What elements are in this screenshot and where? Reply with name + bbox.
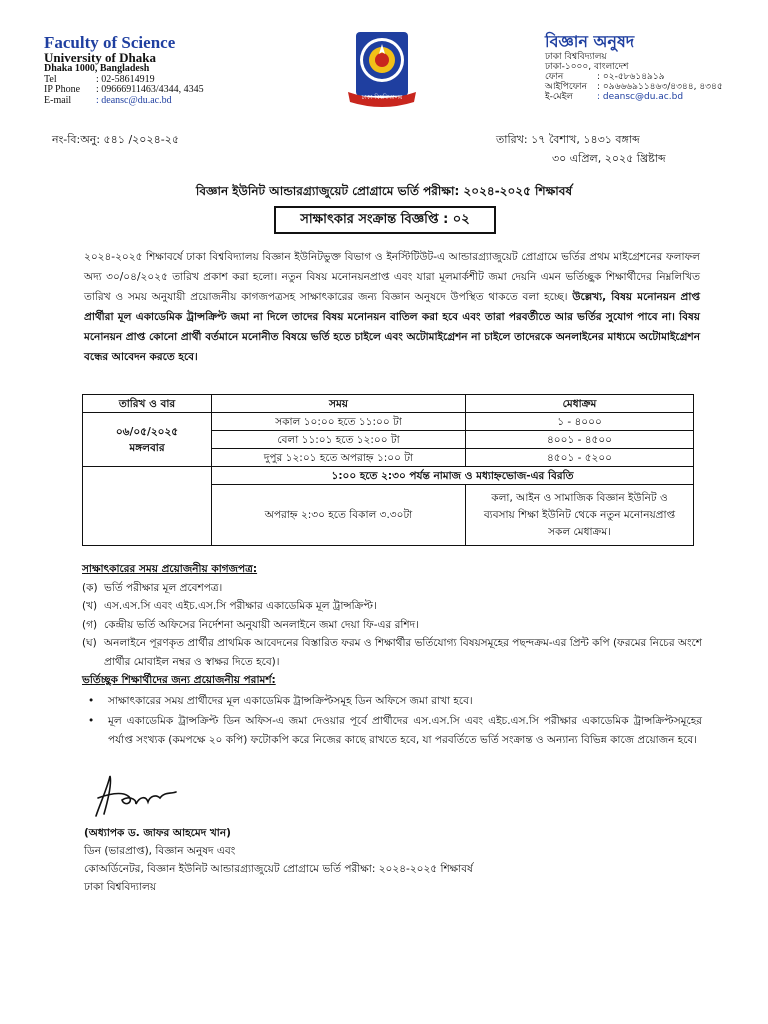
list-item: (ঘ) অনলাইনে পূরণকৃত প্রার্থীর প্রাথমিক আবেদনের বিস্তারিত ফরম ও শিক্ষার্থীর ভর্তিযোগ্য বিষয়সমূহের পছন্দক্রম-এর প্রিন্ট কপি (ফরমের নিচের অংশে প্রার্থীর মোবাইল নম্বর ও স্বাক্ষর দিতে হবে)। <box>82 637 702 668</box>
phone-bn: ফোন : ০২-৫৮৬১৪৯১৯ <box>545 72 665 82</box>
ip-phone-bn: আইপিফোন : ০৯৬৬৬৯১১৪৬৩/৪৩৪৪, ৪৩৪৫ <box>545 82 723 92</box>
break-cell: ১:০০ হতে ২:৩০ পর্যন্ত নামাজ ও মধ্যাহ্নভোজ-এর বিরতি <box>212 467 694 485</box>
university-name-bn: ঢাকা বিশ্ববিদ্যালয় <box>545 52 607 62</box>
notice-title: সাক্ষাৎকার সংক্রান্ত বিজ্ঞপ্তি : ০২ <box>274 206 496 234</box>
tel-en: Tel : 02-58614919 <box>44 73 155 85</box>
time-cell: সকাল ১০:০০ হতে ১১:০০ টা <box>212 413 466 431</box>
documents-heading: সাক্ষাৎকারের সময় প্রয়োজনীয় কাগজপত্র: <box>82 563 258 575</box>
merit-cell: ৪০০১ - ৪৫০০ <box>466 431 694 449</box>
list-item: • মূল একাডেমিক ট্রান্সক্রিপ্ট ডিন অফিস-এ জমা দেওয়ার পূর্বে প্রার্থীদের এস.এস.সি এবং এইচ.এস.সি পরীক্ষার একাডেমিক ট্রান্সক্রিপ্টসমূহের পর্যাপ্ত সংখ্যক (কমপক্ষে ২০ কপি) ফটোকপি করে নিজের কাছে রাখতে হবে, যা পরবর্তিতে ভর্তি সংক্রান্ত ও অন্যান্য বিভিন্ন কাজে প্রয়োজন হবে। <box>82 712 702 749</box>
table-row-break <box>83 467 694 485</box>
required-documents-section <box>82 560 702 749</box>
time-cell: অপরাহ্ন ২:৩০ হতে বিকাল ৩.৩০টা <box>212 485 466 546</box>
notice-paragraph <box>84 247 700 367</box>
interview-schedule-table <box>82 394 694 546</box>
table-header-row <box>83 395 694 413</box>
signer-designation-2: কোঅর্ডিনেটর, বিজ্ঞান ইউনিট আন্ডারগ্র্যাজুয়েট প্রোগ্রামে ভর্তি পরীক্ষা: ২০২৪-২০২৫ শিক্ষাবর্ষ <box>84 863 473 875</box>
bullet-icon: • <box>88 694 95 707</box>
header-merit: মেধাক্রম <box>466 395 694 413</box>
header-left-english <box>44 34 294 106</box>
signer-name: (অধ্যাপক ড. জাফর আহমেদ খান) <box>84 827 231 839</box>
header-time: সময় <box>212 395 466 413</box>
list-item: • সাক্ষাৎকারের সময় প্রার্থীদের মূল একাডেমিক ট্রান্সক্রিপ্টসমূহ ডিন অফিসে জমা রাখা হবে। <box>82 692 702 711</box>
address-en: Dhaka 1000, Bangladesh <box>44 63 150 74</box>
schedule-day: মঙ্গলবার <box>129 441 165 454</box>
main-title: বিজ্ঞান ইউনিট আন্ডারগ্র্যাজুয়েট প্রোগ্রামে ভর্তি পরীক্ষা: ২০২৪-২০২৫ শিক্ষাবর্ষ <box>195 184 573 198</box>
university-logo <box>342 30 422 110</box>
date-gregorian: ৩০ এপ্রিল, ২০২৫ খ্রিষ্টাব্দ <box>552 152 666 165</box>
faculty-title-en: Faculty of Science <box>44 33 176 52</box>
email-en: E-mail : deansc@du.ac.bd <box>44 94 172 106</box>
list-item: (খ) এস.এস.সি এবং এইচ.এস.সি পরীক্ষার একাডেমিক মূল ট্রান্সক্রিপ্ট। <box>82 600 377 612</box>
list-item: (ক) ভর্তি পরীক্ষার মূল প্রবেশপত্র। <box>82 581 223 594</box>
ip-phone-en: IP Phone : 09666911463/4344, 4345 <box>44 84 204 95</box>
signer-block <box>84 824 473 896</box>
signer-designation-1: ডিন (ভারপ্রাপ্ত), বিজ্ঞান অনুষদ এবং <box>84 845 236 857</box>
time-cell: দুপুর ১২:০১ হতে অপরাহ্ন ১:০০ টা <box>212 449 466 467</box>
address-bn: ঢাকা-১০০০, বাংলাদেশ <box>545 62 629 72</box>
merit-cell: ১ - ৪০০০ <box>466 413 694 431</box>
paragraph-normal-text: ২০২৪-২০২৫ শিক্ষাবর্ষে ঢাকা বিশ্ববিদ্যালয় বিজ্ঞান ইউনিটভুক্ত বিভাগ ও ইনস্টিটিউট-এ আন্ডারগ্র্যাজুয়েট প্রোগ্রামে ভর্তির প্রথম মাইগ্রেশনের ফলাফল অদ্য ৩০/০৪/২০২৫ তারিখ প্রকাশ করা হলো। নতুন বিষয় মনোনয়নপ্রাপ্ত এবং যারা মূলমার্কশীট জমা দেয়নি এমন ভর্তিচ্ছুক শিক্ষার্থীদের নিম্নলিখিত তারিখ ও সময় অনুযায়ী প্রয়োজনীয় কাগজপত্রসহ সাক্ষাৎকারের জন্য বিজ্ঞান অনুষদে উপস্থিত থাকতে বলা হচ্ছে। <box>84 251 700 303</box>
paragraph-bold-text: উল্লেখ্য, বিষয় মনোনয়ন প্রাপ্ত প্রার্থীরা মূল একাডেমিক ট্রান্সক্রিপ্ট জমা না দিলে তাদের বিষয় মনোনয়ন বাতিল করা হবে এবং তারা পরবর্তীতে আর ভর্তির সুযোগ পাবে না। বিষয় মনোনয়ন প্রাপ্ত কোনো প্রার্থী বর্তমানে মনোনীত বিষয়ে ভর্তি হতে চাইলে এবং অটোমাইগ্রেশন না চাইলে তাদেরকে অনলাইনের মাধ্যমে অটোমাইগ্রেশন বন্ধের আবেদন করতে হবে। <box>84 291 701 363</box>
signature <box>90 770 190 822</box>
reference-number: নং-বি:অনু: ৫৪১ /২০২৪-২৫ <box>52 133 180 146</box>
list-item: (গ) কেন্দ্রীয় ভর্তি অফিসের নির্দেশনা অনুযায়ী অনলাইনে জমা দেয়া ফি-এর রশিদ। <box>82 618 419 631</box>
header-date-day: তারিখ ও বার <box>83 395 212 413</box>
signer-institution: ঢাকা বিশ্ববিদ্যালয় <box>84 881 157 893</box>
table-row <box>83 413 694 431</box>
date-day-cell <box>83 413 212 467</box>
email-bn: ই-মেইল : deansc@du.ac.bd <box>545 92 684 102</box>
bullet-icon: • <box>88 715 95 727</box>
table-row <box>83 485 694 546</box>
faculty-title-bn: বিজ্ঞান অনুষদ <box>545 32 635 51</box>
time-cell: বেলা ১১:০১ হতে ১২:০০ টা <box>212 431 466 449</box>
advice-heading: ভর্তিচ্ছুক শিক্ষার্থীদের জন্য প্রয়োজনীয় পরামর্শ: <box>82 674 276 686</box>
date-bangla-calendar: তারিখ: ১৭ বৈশাখ, ১৪৩১ বঙ্গাব্দ <box>496 133 640 146</box>
logo-ribbon-text: ঢাকা বিশ্ববিদ্যালয় <box>361 94 403 101</box>
merit-cell: ৪৫০১ - ৫২০০ <box>466 449 694 467</box>
schedule-date: ০৬/০৫/২০২৫ <box>115 425 179 438</box>
university-name-en: University of Dhaka <box>44 50 156 65</box>
header-right-bangla <box>545 32 755 102</box>
merit-cell: কলা, আইন ও সামাজিক বিজ্ঞান ইউনিট ও ব্যবসায় শিক্ষা ইউনিট থেকে নতুন মনোনয়প্রাপ্ত সকল মেধাক্রম। <box>466 485 694 546</box>
